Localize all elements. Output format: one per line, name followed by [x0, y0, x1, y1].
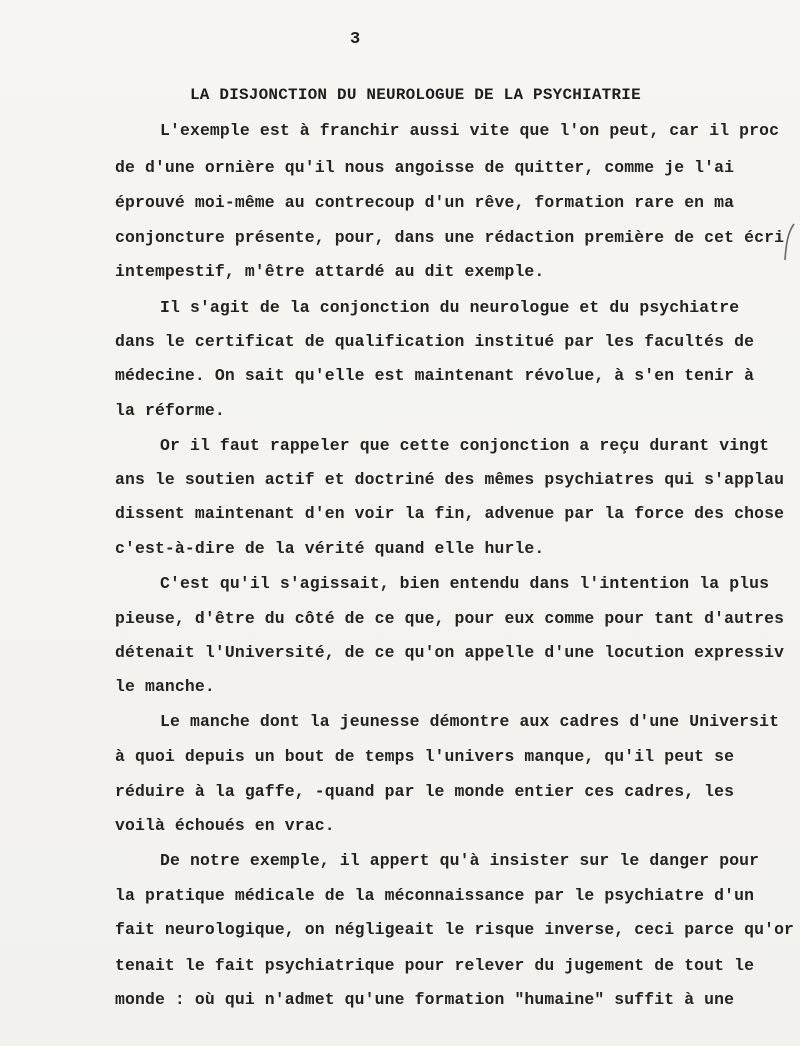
- text-line: C'est qu'il s'agissait, bien entendu dans l'intention la plus: [160, 574, 770, 593]
- text-line: tenait le fait psychiatrique pour relever du jugement de tout le: [115, 956, 755, 975]
- pencil-mark-icon: [780, 222, 798, 262]
- text-line: le manche.: [115, 677, 215, 696]
- text-line: dans le certificat de qualification institué par les facultés de: [115, 332, 755, 351]
- text-line: conjoncture présente, pour, dans une rédaction première de cet écri: [115, 228, 785, 247]
- text-line: dissent maintenant d'en voir la fin, advenue par la force des chose: [115, 504, 785, 523]
- text-line: Le manche dont la jeunesse démontre aux cadres d'une Universit: [160, 712, 780, 731]
- page-title: LA DISJONCTION DU NEUROLOGUE DE LA PSYCHIATRIE: [190, 86, 641, 104]
- text-line: réduire à la gaffe, -quand par le monde entier ces cadres, les: [115, 782, 735, 801]
- text-line: Or il faut rappeler que cette conjonction a reçu durant vingt: [160, 436, 770, 455]
- text-line: c'est-à-dire de la vérité quand elle hurle.: [115, 539, 545, 558]
- page-number: 3: [350, 30, 361, 49]
- text-line: Il s'agit de la conjonction du neurologue et du psychiatre: [160, 298, 740, 317]
- text-line: à quoi depuis un bout de temps l'univers manque, qu'il peut se: [115, 747, 735, 766]
- text-line: L'exemple est à franchir aussi vite que l'on peut, car il proc: [160, 121, 780, 140]
- text-line: fait neurologique, on négligeait le risque inverse, ceci parce qu'or: [115, 920, 795, 939]
- text-line: pieuse, d'être du côté de ce que, pour eux comme pour tant d'autres: [115, 609, 785, 628]
- text-line: voilà échoués en vrac.: [115, 816, 335, 835]
- text-line: de d'une ornière qu'il nous angoisse de quitter, comme je l'ai: [115, 158, 735, 177]
- text-line: médecine. On sait qu'elle est maintenant révolue, à s'en tenir à: [115, 366, 755, 385]
- text-line: détenait l'Université, de ce qu'on appelle d'une locution expressiv: [115, 643, 785, 662]
- text-line: monde : où qui n'admet qu'une formation "humaine" suffit à une: [115, 990, 735, 1009]
- text-line: De notre exemple, il appert qu'à insister sur le danger pour: [160, 851, 760, 870]
- text-line: la pratique médicale de la méconnaissance par le psychiatre d'un: [115, 886, 755, 905]
- text-line: ans le soutien actif et doctriné des mêmes psychiatres qui s'applau: [115, 470, 785, 489]
- text-line: intempestif, m'être attardé au dit exemple.: [115, 262, 545, 281]
- text-line: éprouvé moi-même au contrecoup d'un rêve, formation rare en ma: [115, 193, 735, 212]
- text-line: la réforme.: [115, 401, 225, 420]
